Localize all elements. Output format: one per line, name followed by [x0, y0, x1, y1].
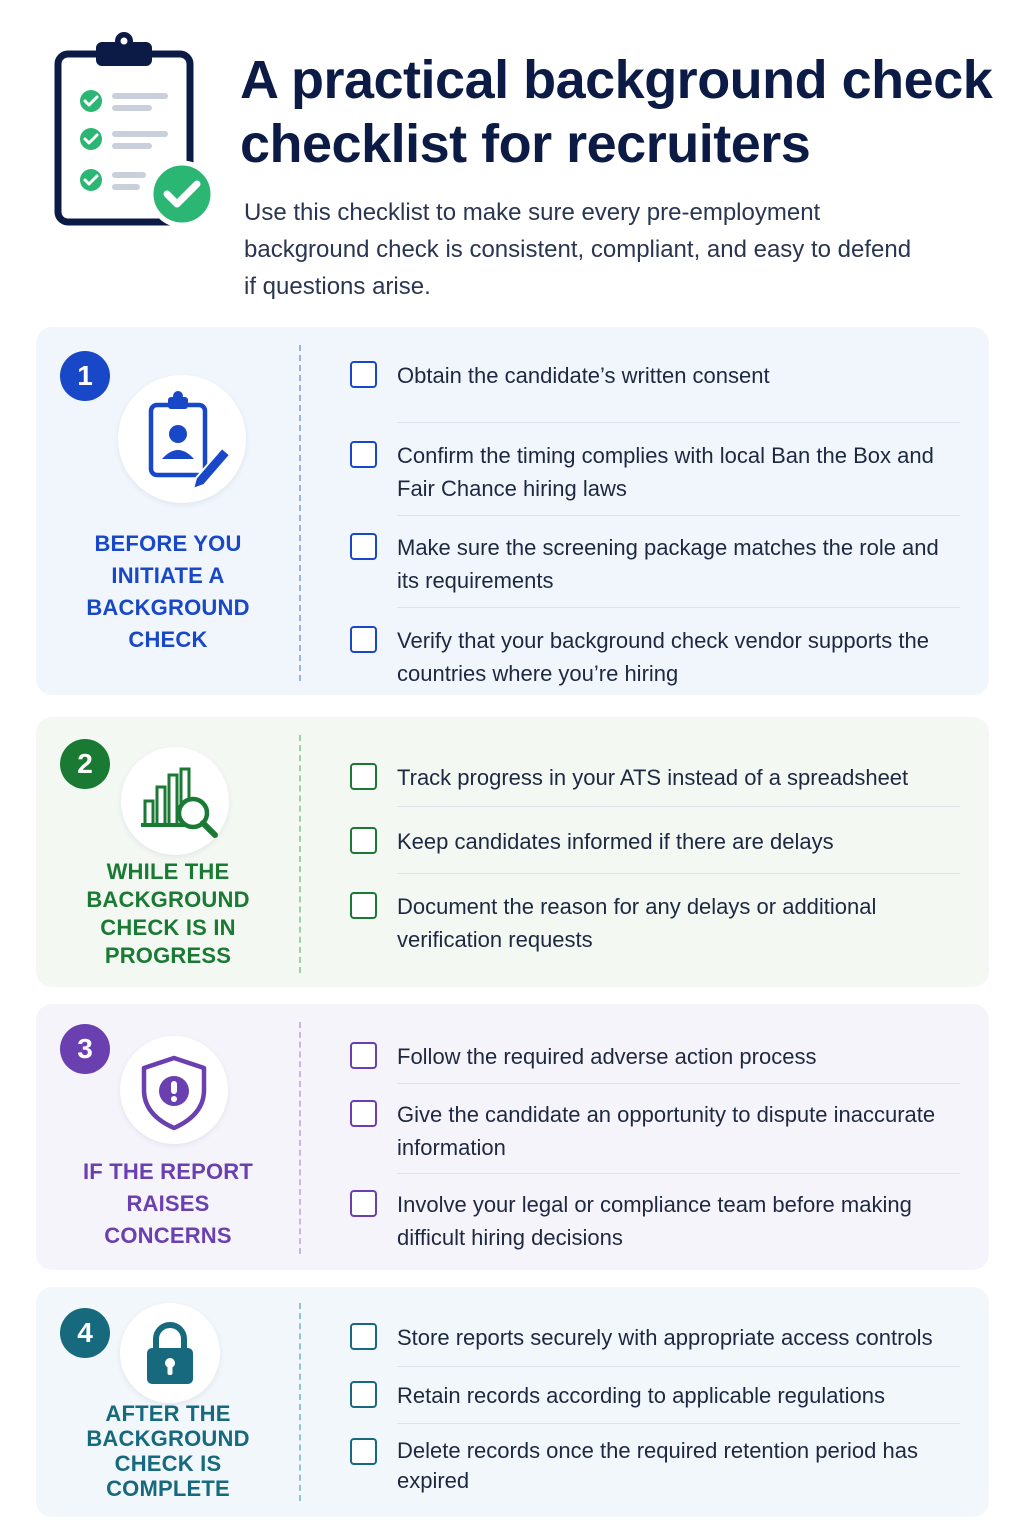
section-before-initiating — [36, 327, 989, 695]
item-text: Involve your legal or compliance team before making difficult hiring decisions — [397, 1192, 912, 1250]
checklist-item — [350, 1040, 960, 1084]
checklist-item — [350, 608, 960, 698]
item-text: Retain records according to applicable regulations — [397, 1383, 885, 1408]
checkbox[interactable] — [350, 1100, 377, 1127]
checkbox[interactable] — [350, 441, 377, 468]
section-label: WHILE THE BACKGROUND CHECK IS IN PROGRESS — [86, 859, 250, 968]
intro-text: Use this checklist to make sure every pre-employment background check is consistent, compliant, and easy to defend if questions arise. — [244, 199, 912, 300]
section-label: IF THE REPORT RAISES CONCERNS — [82, 1159, 254, 1248]
icon-circle — [118, 375, 246, 503]
section-label: BEFORE YOU INITIATE A BACKGROUND CHECK — [86, 531, 250, 652]
section-in-progress — [36, 717, 989, 987]
section-after-complete — [36, 1287, 989, 1517]
divider — [299, 1022, 301, 1254]
item-text: Keep candidates informed if there are delays — [397, 829, 834, 854]
header — [0, 0, 1024, 320]
bar-chart-magnifier-icon — [121, 747, 229, 855]
checkbox[interactable] — [350, 1042, 377, 1069]
page-title: A practical background check checklist for recruiters — [240, 50, 993, 174]
item-text: Delete records once the required retention period has expired — [397, 1438, 918, 1493]
item-text: Follow the required adverse action process — [397, 1044, 817, 1069]
clipboard-checklist-icon — [52, 30, 217, 230]
item-text: Make sure the screening package matches the role and its requirements — [397, 535, 939, 593]
clipboard-profile-pen-icon — [118, 375, 246, 503]
item-text: Store reports securely with appropriate access controls — [397, 1325, 933, 1350]
section-report-concerns — [36, 1004, 989, 1270]
item-text: Verify that your background check vendor supports the countries where you’re hiring — [397, 628, 929, 686]
checkbox[interactable] — [350, 1323, 377, 1350]
icon-circle — [121, 747, 229, 855]
checklist-item — [350, 1424, 960, 1506]
section-number: 3 — [60, 1024, 110, 1074]
checklist — [350, 1321, 960, 1506]
section-number: 4 — [60, 1308, 110, 1358]
checkbox[interactable] — [350, 1381, 377, 1408]
checkbox[interactable] — [350, 827, 377, 854]
checkbox[interactable] — [350, 533, 377, 560]
checklist-item — [350, 874, 960, 964]
item-text: Give the candidate an opportunity to dispute inaccurate information — [397, 1102, 936, 1160]
checklist-item — [350, 761, 960, 807]
checkbox[interactable] — [350, 1190, 377, 1217]
checklist-item — [350, 359, 960, 423]
item-text: Obtain the candidate’s written consent — [397, 363, 770, 388]
item-text: Track progress in your ATS instead of a spreadsheet — [397, 765, 909, 790]
section-label: AFTER THE BACKGROUND CHECK IS COMPLETE — [86, 1401, 250, 1501]
checklist-item — [350, 1367, 960, 1424]
checkbox[interactable] — [350, 361, 377, 388]
divider — [299, 735, 301, 973]
checkbox[interactable] — [350, 626, 377, 653]
divider — [299, 1303, 301, 1501]
section-number: 1 — [60, 351, 110, 401]
checklist-item — [350, 1084, 960, 1174]
checkbox[interactable] — [350, 892, 377, 919]
checklist-item — [350, 516, 960, 608]
checklist-item — [350, 807, 960, 874]
item-text: Confirm the timing complies with local Ban the Box and Fair Chance hiring laws — [397, 443, 934, 501]
checkbox[interactable] — [350, 763, 377, 790]
checklist-item — [350, 423, 960, 516]
checklist-item — [350, 1321, 960, 1367]
icon-circle — [120, 1036, 228, 1144]
checklist-item — [350, 1174, 960, 1262]
shield-alert-icon — [120, 1036, 228, 1144]
section-number: 2 — [60, 739, 110, 789]
checklist — [350, 1040, 960, 1262]
icon-circle — [120, 1303, 220, 1403]
checkbox[interactable] — [350, 1438, 377, 1465]
padlock-icon — [120, 1303, 220, 1403]
divider — [299, 345, 301, 681]
checklist — [350, 359, 960, 698]
item-text: Document the reason for any delays or additional verification requests — [397, 894, 877, 952]
checklist — [350, 761, 960, 964]
